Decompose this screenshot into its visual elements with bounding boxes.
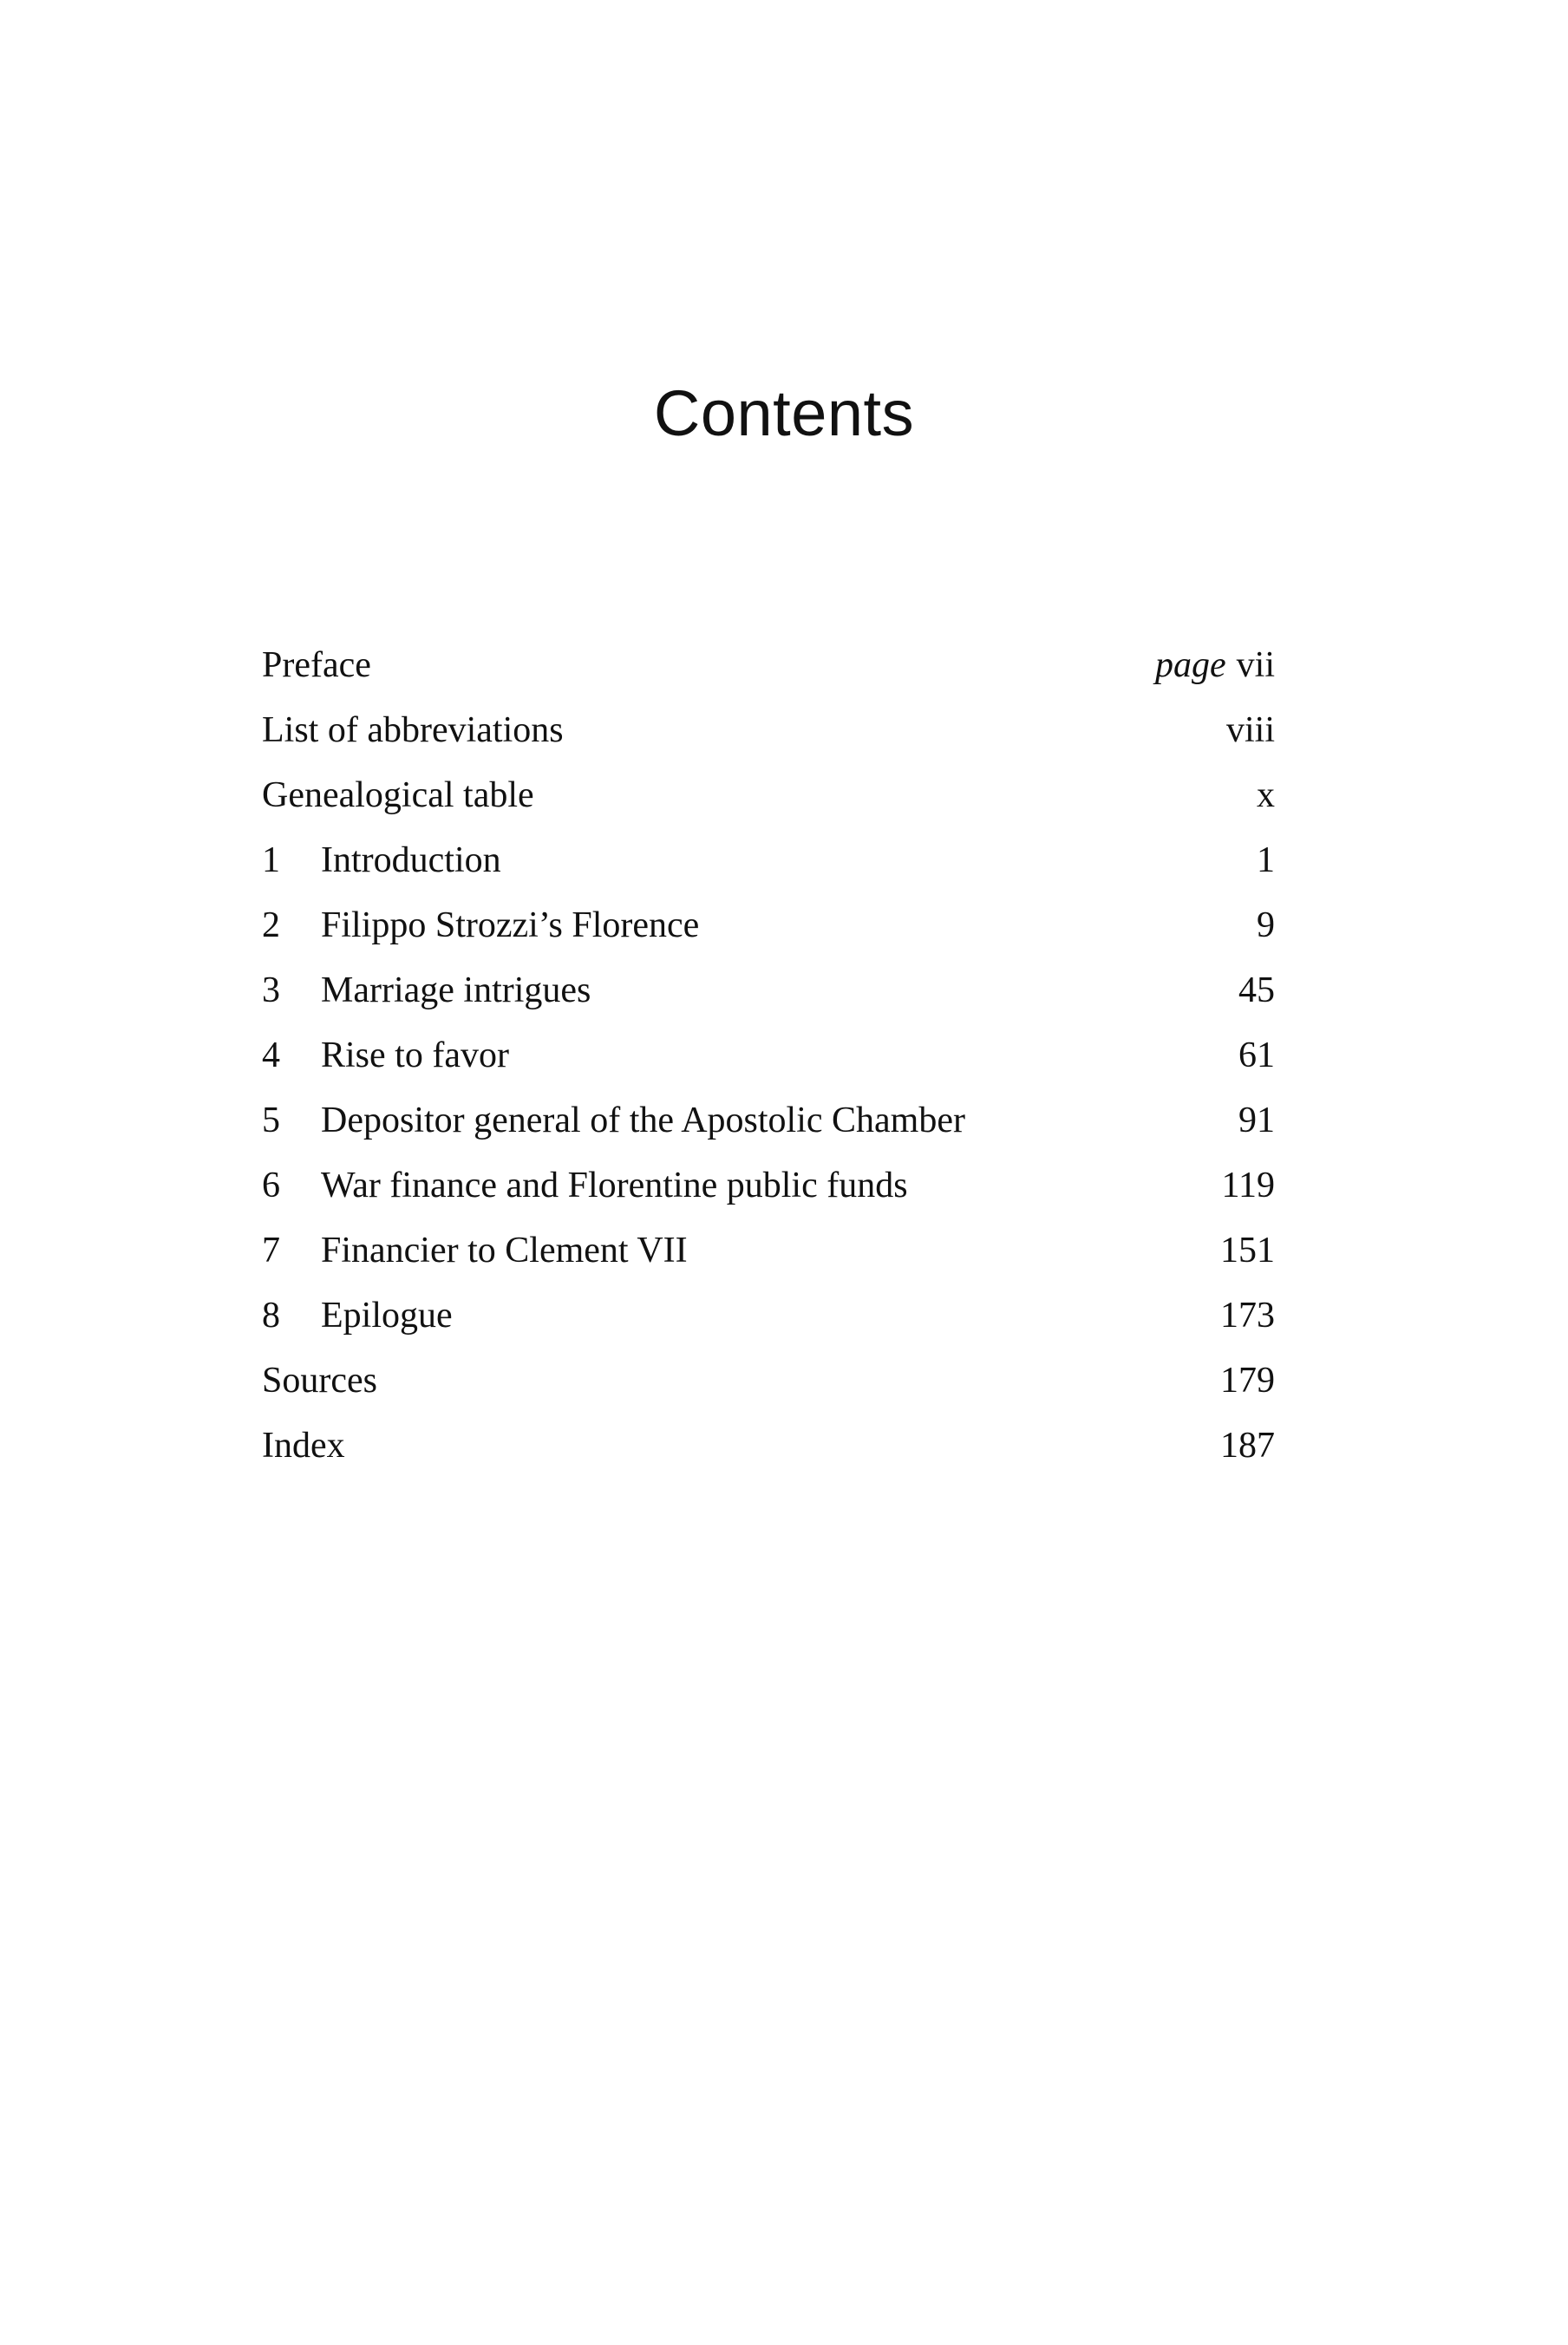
toc-entry-sources [262,1349,1275,1414]
toc-entry-chapter-1 [262,828,1275,893]
toc-entry-label: Marriage intrigues [321,970,591,1010]
toc-entry-label: Rise to favor [321,1035,509,1075]
toc-entry-page-number: 179 [1220,1361,1275,1401]
toc-entry-label: Preface [262,645,371,685]
toc-chapter-number: 1 [262,840,280,880]
toc-chapter-number: 7 [262,1231,280,1270]
toc-entry-chapter-8 [262,1284,1275,1349]
toc-entry-chapter-4 [262,1023,1275,1088]
toc-entry-label: Introduction [321,840,501,880]
toc-entry-chapter-6 [262,1153,1275,1218]
toc-entry-page-number: viii [1225,710,1275,750]
toc-entry-label: Filippo Strozzi’s Florence [321,905,700,945]
page-prefix-label: page [1155,645,1226,685]
toc-entry-chapter-5 [262,1088,1275,1153]
toc-entry-page-number: 1 [1257,840,1275,880]
toc-entry-label: War finance and Florentine public funds [321,1166,908,1205]
toc-entry-label: List of abbreviations [262,710,564,750]
toc-entry-abbreviations [262,698,1275,763]
toc-entry-page-number: 45 [1238,970,1275,1010]
toc-chapter-number: 6 [262,1166,280,1205]
toc-entry-page-number: 187 [1220,1426,1275,1466]
toc-entry-label: Financier to Clement VII [321,1231,688,1270]
toc-entry-index [262,1414,1275,1479]
toc-chapter-number: 5 [262,1101,280,1140]
toc-entry-chapter-7 [262,1218,1275,1284]
table-of-contents [262,633,1275,1479]
toc-entry-preface [262,633,1275,698]
toc-chapter-number: 3 [262,970,280,1010]
toc-entry-genealogical-table [262,763,1275,828]
toc-entry-label: Depositor general of the Apostolic Chamber [321,1101,965,1140]
toc-entry-label: Sources [262,1361,377,1401]
toc-entry-page-number: 61 [1238,1035,1275,1075]
toc-chapter-number: 2 [262,905,280,945]
toc-entry-page-number: 9 [1257,905,1275,945]
toc-entry-page-number: 91 [1238,1101,1275,1140]
toc-entry-page-number: x [1257,775,1275,815]
toc-entry-page-number: 173 [1220,1296,1275,1336]
toc-entry-chapter-2 [262,893,1275,958]
toc-entry-label: Index [262,1426,345,1466]
page-title: Contents [653,377,915,449]
toc-entry-page [1155,633,1275,698]
toc-entry-chapter-3 [262,958,1275,1023]
toc-entry-label: Epilogue [321,1296,453,1336]
toc-chapter-number: 4 [262,1035,280,1075]
toc-chapter-number: 8 [262,1296,280,1336]
toc-entry-page-number: vii [1236,645,1275,685]
toc-entry-page-number: 151 [1220,1231,1275,1270]
toc-entry-page-number: 119 [1221,1166,1275,1205]
toc-entry-label: Genealogical table [262,775,534,815]
